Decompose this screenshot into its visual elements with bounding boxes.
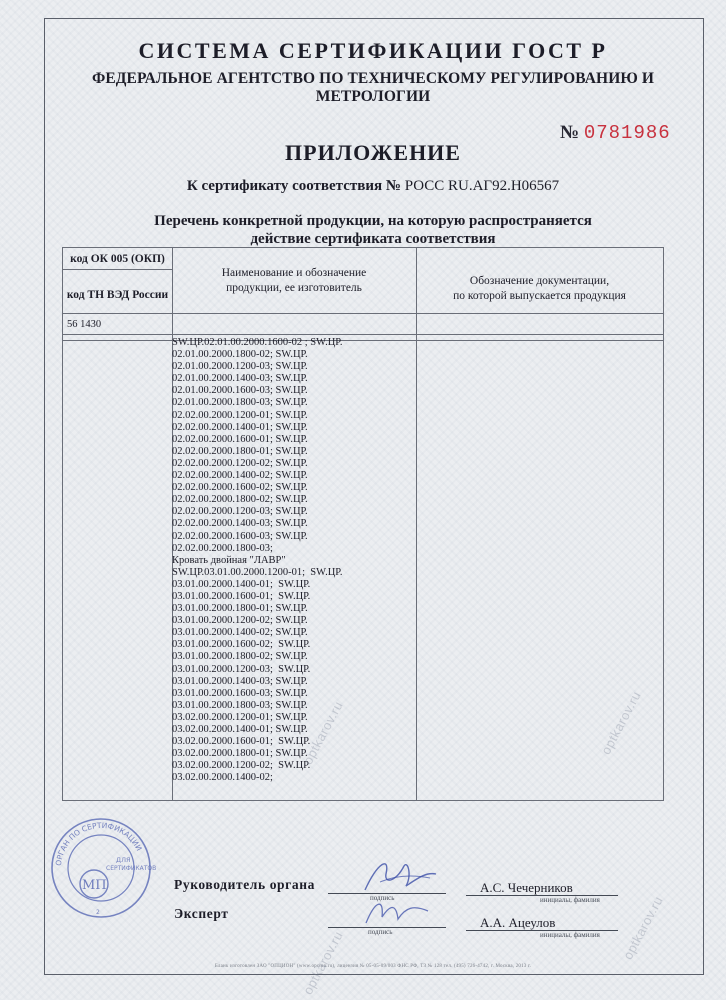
head-signature: [360, 852, 440, 896]
expert-signature: [362, 893, 432, 931]
code-header-divider: [63, 269, 172, 270]
product-line: 02.02.00.2000.1400-01; SW.ЦР.: [172, 421, 308, 433]
product-line: 03.01.00.2000.1600-01; SW.ЦР.: [172, 590, 311, 602]
expert-label: Эксперт: [174, 906, 229, 921]
header-product: [172, 266, 416, 296]
product-line: 03.01.00.2000.1400-02; SW.ЦР.: [172, 627, 308, 639]
header-docs: [416, 274, 663, 304]
watermark-4: optkarov.ru: [300, 928, 346, 998]
product-line: 03.01.00.2000.1200-02; SW.ЦР.: [172, 615, 308, 627]
head-of-body-label: Руководитель органа: [174, 877, 315, 892]
system-title: СИСТЕМА СЕРТИФИКАЦИИ ГОСТ Р: [138, 38, 608, 63]
product-line: 03.02.00.2000.1200-02; SW.ЦР.: [172, 760, 311, 772]
product-line: 02.02.00.2000.1800-02; SW.ЦР.: [172, 494, 308, 506]
appendix-title: ПРИЛОЖЕНИЕ: [285, 140, 461, 165]
product-line: 02.01.00.2000.1400-03; SW.ЦР.: [172, 373, 308, 385]
list-heading-line-2: действие сертификата соответствия: [250, 231, 496, 247]
product-line: 02.02.00.2000.1200-01; SW.ЦР.: [172, 409, 308, 421]
product-line: 03.01.00.2000.1800-02; SW.ЦР.: [172, 651, 308, 663]
certificate-reference: [44, 178, 702, 195]
header-okp: код ОК 005 (ОКП): [70, 253, 165, 265]
certificate-prefix: К сертификату соответствия №: [186, 178, 401, 194]
header-tnved: код ТН ВЭД России: [66, 289, 169, 301]
seal-center-text-2: СЕРТИФИКАТОВ: [106, 865, 157, 872]
header-product-line-1: Наименование и обозначение: [221, 267, 367, 279]
list-heading-line-1: Перечень конкретной продукции, на которую распространяется: [154, 213, 592, 229]
product-line: 02.01.00.2000.1800-02; SW.ЦР.: [172, 349, 308, 361]
okp-code: 56 1430: [67, 319, 102, 330]
product-line: 03.01.00.2000.1400-03; SW.ЦР.: [172, 675, 308, 687]
header-docs-line-2: по которой выпускается продукция: [453, 290, 626, 302]
product-line: 02.01.00.2000.1800-03; SW.ЦР.: [172, 397, 308, 409]
certificate-number: РОСС RU.АГ92.Н06567: [404, 178, 560, 194]
product-line: Кровать двойная "ЛАВР": [172, 554, 286, 566]
watermark-2: optkarov.ru: [598, 688, 644, 758]
product-line: SW.ЦР.03.01.00.2000.1200-01; SW.ЦР.: [172, 566, 343, 578]
product-line: 02.02.00.2000.1200-02; SW.ЦР.: [172, 457, 308, 469]
product-line: 03.01.00.2000.1800-01; SW.ЦР.: [172, 603, 308, 615]
product-line: 02.02.00.2000.1200-03; SW.ЦР.: [172, 506, 308, 518]
head-name-caption: инициалы, фамилия: [540, 896, 600, 904]
column-divider-2: [416, 248, 417, 800]
expert-name: А.А. Ацеулов: [480, 915, 556, 930]
head-name: А.С. Чечерников: [480, 880, 573, 895]
header-bottom-line: [63, 313, 663, 314]
product-table: [62, 247, 664, 801]
list-heading: [44, 212, 702, 248]
product-line: 02.02.00.2000.1400-02; SW.ЦР.: [172, 470, 308, 482]
expert-name-caption: инициалы, фамилия: [540, 931, 600, 939]
product-line: 02.02.00.2000.1800-03;: [172, 542, 273, 554]
product-line: 03.02.00.2000.1200-01; SW.ЦР.: [172, 711, 308, 723]
number-value: 0781986: [583, 122, 671, 144]
product-line: 02.02.00.2000.1800-01; SW.ЦР.: [172, 445, 308, 457]
header-docs-line-1: Обозначение документации,: [469, 275, 610, 287]
agency-title: ФЕДЕРАЛЬНОЕ АГЕНТСТВО ПО ТЕХНИЧЕСКОМУ РЕГУЛИРОВАНИЮ И МЕТРОЛОГИИ: [91, 70, 655, 105]
header-product-line-2: продукции, ее изготовитель: [226, 282, 362, 294]
product-line: 03.01.00.2000.1600-03; SW.ЦР.: [172, 687, 308, 699]
seal-center-text-1: ДЛЯ: [116, 856, 131, 864]
watermark-3: optkarov.ru: [620, 893, 666, 963]
seal-logo: МП: [82, 878, 107, 893]
product-line: 03.02.00.2000.1800-01; SW.ЦР.: [172, 748, 308, 760]
product-line: 02.02.00.2000.1600-03; SW.ЦР.: [172, 530, 308, 542]
product-line: 02.01.00.2000.1200-03; SW.ЦР.: [172, 361, 308, 373]
form-imprint: Бланк изготовлен ЗАО "ОПЦИОН" (www.opcion.ru), лицензия № 05-05-09/003 ФНС РФ, ТЗ № 128 тел. (495) 726-4742, г. Москва, 2013 г.: [214, 964, 532, 969]
head-signature-caption: подпись: [370, 894, 395, 902]
product-line: 03.02.00.2000.1400-02;: [172, 772, 273, 784]
product-line: 02.02.00.2000.1400-03; SW.ЦР.: [172, 518, 308, 530]
expert-signature-caption: подпись: [368, 928, 393, 936]
number-sign: №: [560, 122, 580, 143]
product-line: 03.01.00.2000.1600-02; SW.ЦР.: [172, 639, 311, 651]
seal-number: 2: [96, 909, 100, 916]
seal-ring-text: ОРГАН ПО СЕРТИФИКАЦИИ: [53, 820, 144, 867]
product-line: 03.02.00.2000.1400-01; SW.ЦР.: [172, 724, 308, 735]
product-line: 03.01.00.2000.1800-03; SW.ЦР.: [172, 699, 308, 711]
product-list: [172, 337, 412, 784]
watermark-1: optkarov.ru: [300, 698, 346, 768]
product-line: 03.01.00.2000.1200-03; SW.ЦР.: [172, 663, 311, 675]
product-line: 03.02.00.2000.1600-01; SW.ЦР.: [172, 736, 311, 748]
code-row-line: [63, 334, 663, 335]
product-line: 03.01.00.2000.1400-01; SW.ЦР.: [172, 578, 311, 590]
product-line: 02.02.00.2000.1600-01; SW.ЦР.: [172, 433, 308, 445]
product-line: 02.02.00.2000.1600-02; SW.ЦР.: [172, 482, 308, 494]
certification-seal: [44, 812, 158, 918]
product-line: 02.01.00.2000.1600-03; SW.ЦР.: [172, 385, 308, 397]
product-line: SW.ЦР.02.01.00.2000.1600-02 ; SW.ЦР.: [172, 337, 343, 348]
